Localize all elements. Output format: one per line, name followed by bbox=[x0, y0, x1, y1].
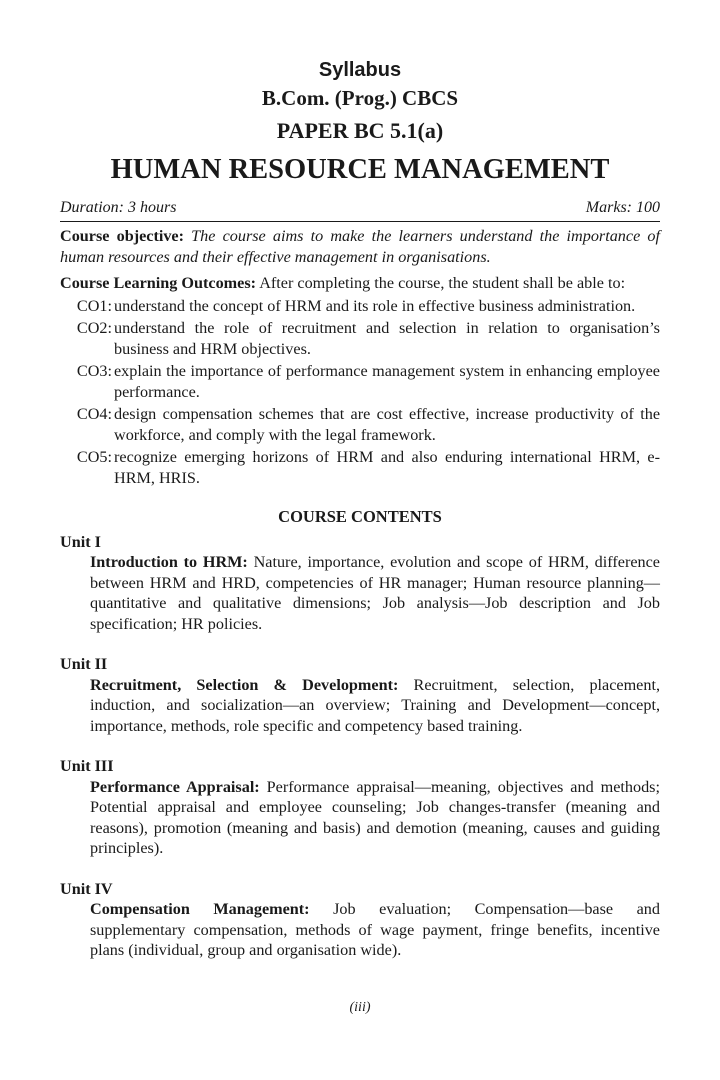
unit-text: Performance appraisal—meaning, objectives and methods; Potential appraisal and employee counseling; Job changes-transfer (meaning and reasons), promotion (meaning and basis) and demotion (meaning, causes and guiding principles). bbox=[90, 777, 660, 857]
paper-code: PAPER BC 5.1(a) bbox=[276, 118, 444, 143]
exam-meta bbox=[60, 197, 660, 219]
unit-section bbox=[60, 756, 660, 859]
unit-section bbox=[60, 879, 660, 961]
unit-body bbox=[90, 552, 660, 634]
course-contents-heading: COURSE CONTENTS bbox=[278, 507, 442, 526]
marks: Marks: 100 bbox=[585, 199, 660, 216]
unit-body bbox=[90, 777, 660, 859]
learning-outcomes bbox=[60, 273, 660, 294]
outcome-text: explain the importance of performance management system in enhancing employee performance. bbox=[114, 362, 660, 401]
unit-title: Introduction to HRM: bbox=[90, 553, 248, 571]
unit-section bbox=[60, 532, 660, 635]
outcomes-label: Course Learning Outcomes: bbox=[60, 274, 257, 292]
list-item bbox=[60, 404, 660, 445]
unit-text: Recruitment, selection, placement, induction, and socialization—an overview; Training and Development—concept, importance, methods, role specific and competency based training. bbox=[90, 675, 661, 735]
list-item bbox=[60, 318, 660, 359]
divider bbox=[60, 221, 660, 222]
unit-text: Job evaluation; Compensation—base and supplementary compensation, methods of wage payment, fringe benefits, incentive plans (individual, group and organisation wide). bbox=[90, 900, 660, 959]
course-objective bbox=[60, 226, 660, 267]
list-item bbox=[60, 296, 660, 317]
duration: Duration: 3 hours bbox=[60, 199, 177, 216]
objective-text: The course aims to make the learners understand the importance of human resources and their effective management in organisations. bbox=[60, 227, 660, 266]
outcomes-list bbox=[60, 296, 660, 489]
unit-body bbox=[90, 675, 660, 737]
outcome-text: understand the role of recruitment and selection in relation to organisation’s business and HRM objectives. bbox=[114, 319, 660, 358]
page-number: (iii) bbox=[349, 1000, 371, 1015]
list-item bbox=[60, 447, 660, 488]
outcome-code: CO5: bbox=[76, 448, 112, 466]
outcome-code: CO2: bbox=[76, 319, 112, 337]
outcome-text: recognize emerging horizons of HRM and also enduring international HRM, e-HRM, HRIS. bbox=[114, 448, 660, 487]
unit-heading: Unit II bbox=[60, 655, 108, 673]
unit-text: Nature, importance, evolution and scope of HRM, difference between HRM and HRD, competencies of HR manager; Human resource planning—quantitative and qualitative dimensions; Job analysis—Job description and Job specification; HR policies. bbox=[90, 553, 660, 633]
outcome-code: CO3: bbox=[76, 362, 112, 380]
outcome-text: understand the concept of HRM and its role in effective business administration. bbox=[114, 296, 636, 315]
unit-title: Performance Appraisal: bbox=[90, 777, 260, 796]
document-body bbox=[60, 226, 660, 961]
outcome-text: design compensation schemes that are cost effective, increase productivity of the workforce, and comply with the legal framework. bbox=[114, 405, 660, 444]
unit-heading: Unit IV bbox=[60, 879, 113, 898]
list-item bbox=[60, 361, 660, 402]
syllabus-heading: Syllabus bbox=[318, 59, 402, 81]
unit-title: Recruitment, Selection & Development: bbox=[90, 675, 399, 694]
unit-title: Compensation Management: bbox=[90, 900, 310, 918]
course-name: B.Com. (Prog.) CBCS bbox=[261, 86, 459, 110]
objective-label: Course objective: bbox=[60, 227, 185, 245]
unit-heading: Unit I bbox=[60, 532, 101, 551]
unit-section bbox=[60, 654, 660, 736]
unit-heading: Unit III bbox=[60, 757, 114, 775]
outcomes-intro: After completing the course, the student shall be able to: bbox=[259, 274, 626, 292]
page-title: HUMAN RESOURCE MANAGEMENT bbox=[110, 154, 610, 185]
outcome-code: CO1: bbox=[76, 296, 112, 315]
outcome-code: CO4: bbox=[76, 405, 112, 423]
unit-body bbox=[90, 899, 660, 961]
